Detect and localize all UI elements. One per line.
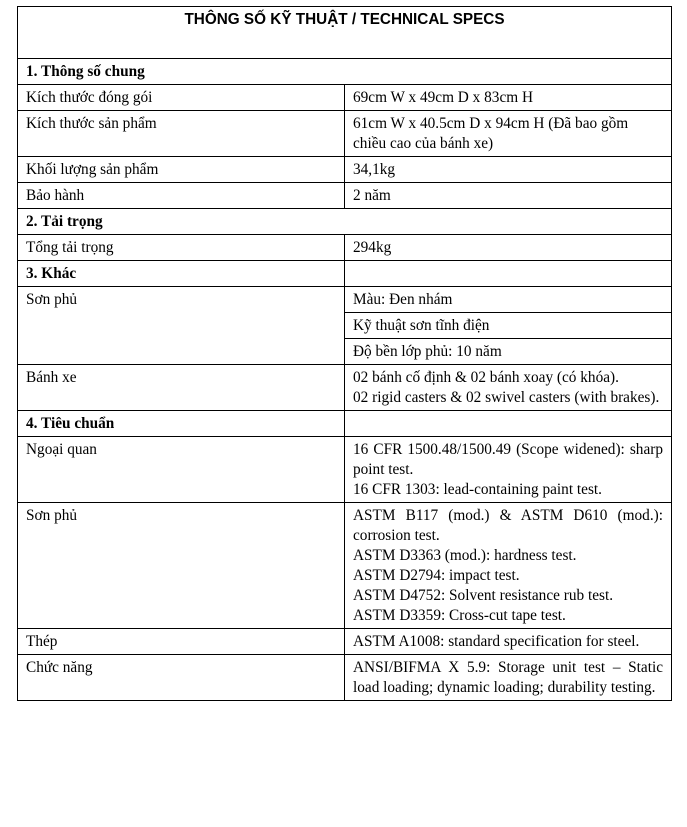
row-value: Kỹ thuật sơn tĩnh điện xyxy=(345,313,672,339)
row-value: Màu: Đen nhám xyxy=(345,287,672,313)
row-label: Kích thước sản phẩm xyxy=(18,111,345,157)
table-row xyxy=(18,365,672,411)
table-row xyxy=(18,111,672,157)
row-label: Bảo hành xyxy=(18,183,345,209)
row-label: Sơn phủ xyxy=(18,503,345,629)
row-value: Độ bền lớp phủ: 10 năm xyxy=(345,339,672,365)
row-value xyxy=(345,503,672,629)
value-line: ASTM A1008: standard specification for steel. xyxy=(353,633,640,650)
table-row xyxy=(18,157,672,183)
row-value: 69cm W x 49cm D x 83cm H xyxy=(345,85,672,111)
section-heading-row xyxy=(18,411,672,437)
row-value xyxy=(345,437,672,503)
table-row xyxy=(18,629,672,655)
value-line: ASTM D3363 (mod.): hardness test. xyxy=(353,547,577,564)
row-value xyxy=(345,365,672,411)
table-row xyxy=(18,183,672,209)
section-heading-general: 1. Thông số chung xyxy=(18,59,672,85)
value-line: 16 CFR 1500.48/1500.49 (Scope widened): sharp point test. xyxy=(353,441,663,478)
row-label: Khối lượng sản phẩm xyxy=(18,157,345,183)
row-label: Bánh xe xyxy=(18,365,345,411)
table-row xyxy=(18,655,672,701)
row-label: Chức năng xyxy=(18,655,345,701)
section-heading-other: 3. Khác xyxy=(18,261,345,287)
table-row xyxy=(18,235,672,261)
row-label: Sơn phủ xyxy=(18,287,345,365)
table-row xyxy=(18,287,672,313)
row-label: Thép xyxy=(18,629,345,655)
table-row xyxy=(18,85,672,111)
empty-cell xyxy=(345,411,672,437)
row-label: Tổng tải trọng xyxy=(18,235,345,261)
section-heading-load: 2. Tải trọng xyxy=(18,209,672,235)
table-row xyxy=(18,503,672,629)
title-row xyxy=(18,7,672,59)
value-line: 02 bánh cố định & 02 bánh xoay (có khóa). xyxy=(353,369,619,386)
row-value: 294kg xyxy=(345,235,672,261)
value-line: 02 rigid casters & 02 swivel casters (with brakes). xyxy=(353,389,660,406)
row-label: Kích thước đóng gói xyxy=(18,85,345,111)
table-title: THÔNG SỐ KỸ THUẬT / TECHNICAL SPECS xyxy=(18,7,672,59)
row-label: Ngoại quan xyxy=(18,437,345,503)
row-value xyxy=(345,655,672,701)
value-line: ASTM D2794: impact test. xyxy=(353,567,520,584)
row-value: 61cm W x 40.5cm D x 94cm H (Đã bao gồm chiều cao của bánh xe) xyxy=(345,111,672,157)
row-value: 2 năm xyxy=(345,183,672,209)
section-heading-row xyxy=(18,261,672,287)
value-line: ASTM B117 (mod.) & ASTM D610 (mod.): corrosion test. xyxy=(353,507,663,544)
value-line: 16 CFR 1303: lead-containing paint test. xyxy=(353,481,602,498)
value-line: ASTM D4752: Solvent resistance rub test. xyxy=(353,587,614,604)
section-heading-row xyxy=(18,59,672,85)
specs-table xyxy=(17,6,672,701)
row-value: 34,1kg xyxy=(345,157,672,183)
row-value xyxy=(345,629,672,655)
empty-cell xyxy=(345,261,672,287)
value-line: ANSI/BIFMA X 5.9: Storage unit test – Static load loading; dynamic loading; durability testing. xyxy=(353,659,663,696)
table-row xyxy=(18,437,672,503)
section-heading-row xyxy=(18,209,672,235)
value-line: ASTM D3359: Cross-cut tape test. xyxy=(353,607,566,624)
section-heading-standards: 4. Tiêu chuẩn xyxy=(18,411,345,437)
